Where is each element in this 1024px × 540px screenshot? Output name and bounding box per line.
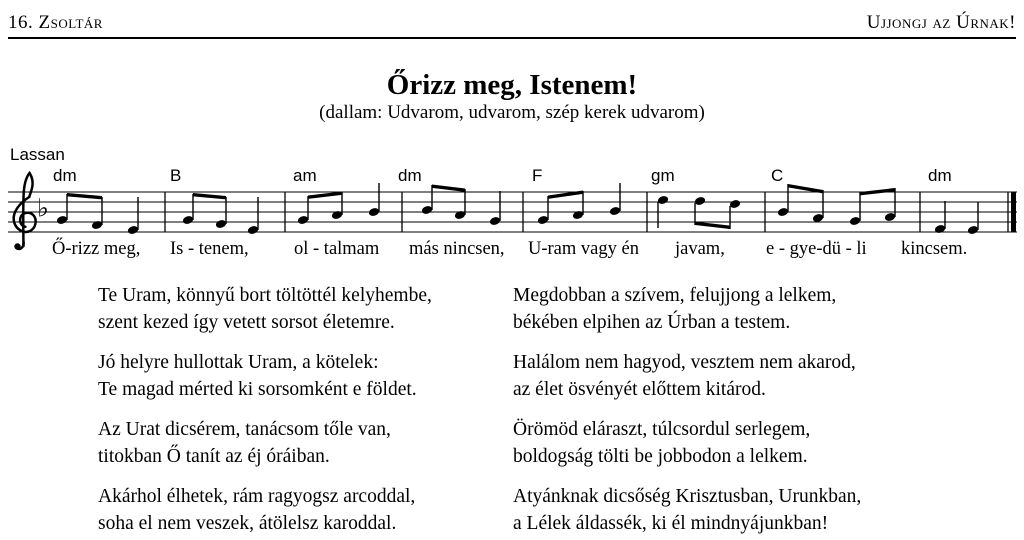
verse xyxy=(513,416,933,470)
chord-label: dm xyxy=(398,166,422,185)
chord-label: F xyxy=(532,166,543,185)
verse xyxy=(98,416,518,470)
verse xyxy=(98,349,518,403)
song-title: Őrizz meg, Istenem! xyxy=(386,69,638,101)
lyric-syllables: e - gye-dü - li xyxy=(766,239,867,259)
chord-label: C xyxy=(771,166,784,185)
verse-line: soha el nem veszek, átölelsz karoddal. xyxy=(98,513,397,534)
verse-column-left xyxy=(98,282,518,540)
lyric-syllables: kincsem. xyxy=(901,239,968,259)
verse xyxy=(513,483,933,537)
verse-line: Te magad mérted ki sorsomként e földet. xyxy=(98,379,417,400)
page-header-left: 16. Zsoltár xyxy=(8,12,103,33)
lyric-syllables: ol - talmam xyxy=(294,239,380,259)
verse-line: Halálom nem hagyod, vesztem nem akarod, xyxy=(513,352,856,373)
lyric-syllables: javam, xyxy=(675,239,725,259)
chord-label: dm xyxy=(53,166,77,185)
lyric-syllables: más nincsen, xyxy=(409,239,505,259)
verse-line: Te Uram, könnyű bort töltöttél kelyhembe, xyxy=(98,285,432,306)
lyric-syllables: Is - tenem, xyxy=(170,239,249,259)
treble-clef-icon xyxy=(14,173,36,250)
page-header-right: Ujjongj az Úrnak! xyxy=(866,12,1016,33)
verse xyxy=(513,349,933,403)
header-rule xyxy=(8,37,1016,39)
verse xyxy=(513,282,933,336)
verse-line: békében elpihen az Úrban a testem. xyxy=(513,312,791,333)
verse-line: Atyánknak dicsőség Krisztusban, Urunkban, xyxy=(513,486,862,507)
verse-line: Megdobban a szívem, felujjong a lelkem, xyxy=(513,285,837,306)
verse xyxy=(98,483,518,537)
lyric-syllables: Ő-rizz meg, xyxy=(52,239,141,259)
verse-line: a Lélek áldassék, ki él mindnyájunkban! xyxy=(513,513,829,534)
song-subtitle: (dallam: Udvarom, udvarom, szép kerek udvarom) xyxy=(319,102,705,123)
chord-label: gm xyxy=(651,166,675,185)
tempo-marking: Lassan xyxy=(10,145,65,164)
verse-line: Akárhol élhetek, rám ragyogsz arcoddal, xyxy=(98,486,416,507)
verse-line: Az Urat dicsérem, tanácsom tőle van, xyxy=(98,419,391,440)
verse-line: titokban Ő tanít az éj óráiban. xyxy=(98,446,330,467)
verse-line: boldogság tölti be jobbodon a lelkem. xyxy=(513,446,808,467)
verse-line: az élet ösvényét előttem kitárod. xyxy=(513,379,766,400)
chord-label: B xyxy=(170,166,182,185)
chord-label: dm xyxy=(928,166,952,185)
lyric-syllables: U-ram vagy én xyxy=(528,239,639,259)
verse-line: Jó helyre hullottak Uram, a kötelek: xyxy=(98,352,379,373)
verse xyxy=(98,282,518,336)
chord-label: am xyxy=(293,166,317,185)
flat-sign: ♭ xyxy=(37,193,49,223)
verse-column-right xyxy=(513,282,933,540)
verse-line: Örömöd eláraszt, túlcsordul serlegem, xyxy=(513,419,811,440)
verse-line: szent kezed így vetett sorsot életemre. xyxy=(98,312,395,333)
